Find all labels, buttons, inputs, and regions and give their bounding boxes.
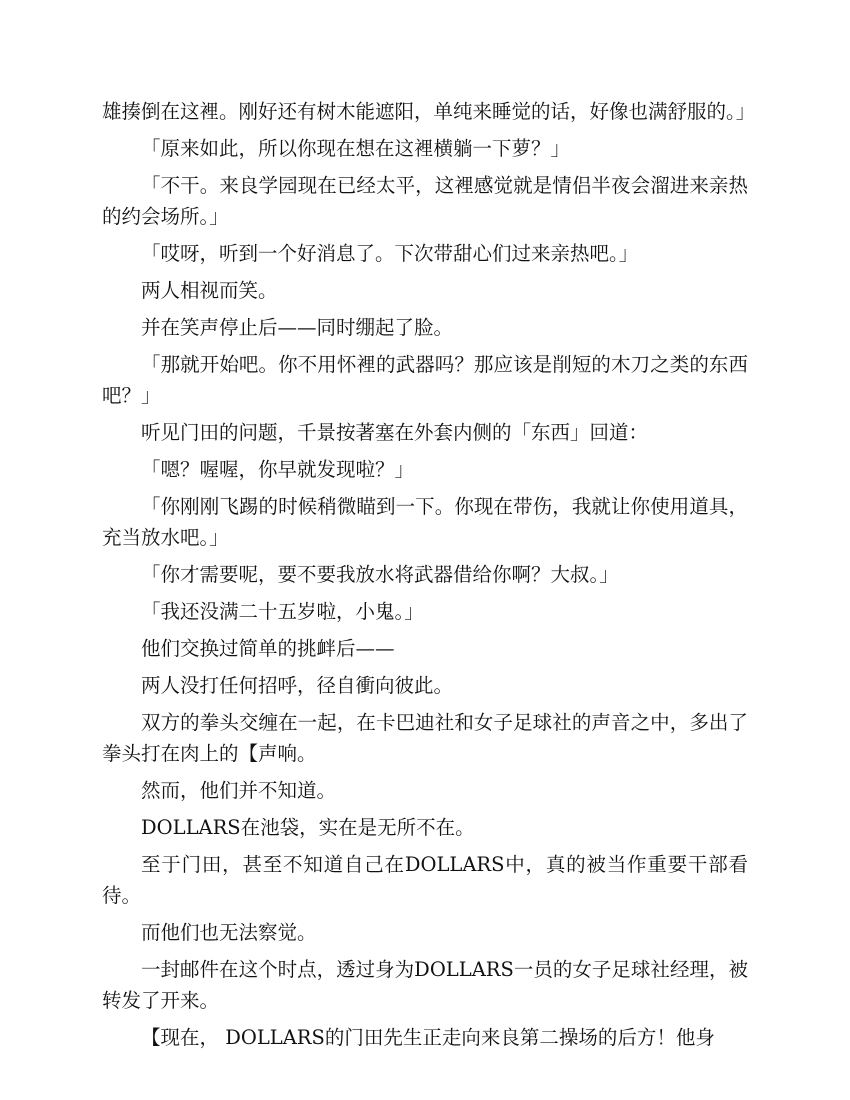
paragraph: 双方的拳头交缠在一起，在卡巴迪社和女子足球社的声音之中，多出了拳头打在肉上的【声响。	[102, 711, 748, 765]
paragraph: 「原来如此，所以你现在想在这裡横躺一下萝？」	[141, 137, 571, 160]
paragraph: 两人没打任何招呼，径自衝向彼此。	[141, 674, 454, 697]
paragraph: 而他们也无法察觉。	[141, 921, 317, 944]
paragraph: 【现在， DOLLARS的门田先生正走向来良第二操场的后方！他身	[141, 1026, 715, 1049]
paragraph: 他们交换过简单的挑衅后——	[141, 637, 395, 660]
paragraph: 一封邮件在这个时点，透过身为DOLLARS一员的女子足球社经理，被转发了开来。	[102, 958, 748, 1012]
paragraph: 并在笑声停止后——同时绷起了脸。	[141, 316, 454, 339]
paragraph: 两人相视而笑。	[141, 279, 278, 302]
document-page	[102, 96, 756, 1059]
paragraph: 「我还没满二十五岁啦，小鬼。」	[141, 600, 424, 623]
paragraph: DOLLARS在池袋，实在是无所不在。	[141, 816, 475, 839]
paragraph: 「哎呀，听到一个好消息了。下次带甜心们过来亲热吧。」	[141, 242, 639, 265]
paragraph: 雄揍倒在这裡。刚好还有树木能遮阳，单纯来睡觉的话，好像也满舒服的。」	[102, 100, 756, 123]
paragraph: 至于门田，甚至不知道自己在DOLLARS中，真的被当作重要干部看待。	[102, 853, 748, 907]
paragraph: 听见门田的问题，千景按著塞在外套内侧的「东西」回道：	[141, 421, 649, 444]
paragraph: 「你才需要呢，要不要我放水将武器借给你啊？大叔。」	[141, 563, 619, 586]
paragraph: 「你刚刚飞踢的时候稍微瞄到一下。你现在带伤，我就让你使用道具，充当放水吧。」	[102, 495, 748, 549]
paragraph: 「不干。来良学园现在已经太平，这裡感觉就是情侣半夜会溜进来亲热的约会场所。」	[102, 174, 748, 228]
paragraph: 「嗯？喔喔，你早就发现啦？」	[141, 458, 415, 481]
paragraph: 「那就开始吧。你不用怀裡的武器吗？那应该是削短的木刀之类的东西吧？」	[102, 353, 748, 407]
paragraph: 然而，他们并不知道。	[141, 779, 337, 802]
